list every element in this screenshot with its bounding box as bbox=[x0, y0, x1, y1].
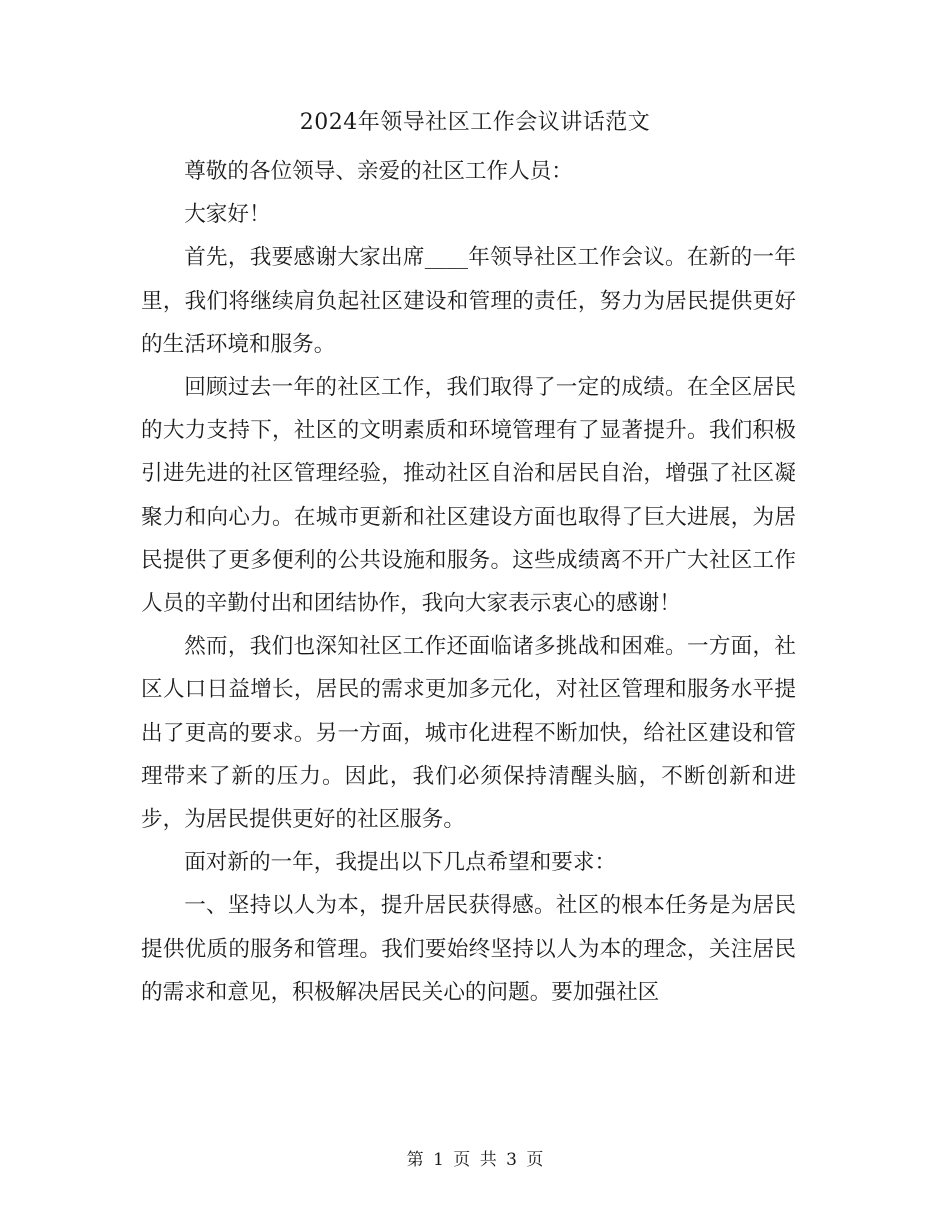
paragraph-requirements-intro: 面对新的一年，我提出以下几点希望和要求： bbox=[184, 850, 617, 876]
greeting: 大家好！ bbox=[184, 202, 271, 228]
document-body bbox=[141, 150, 796, 1014]
paragraph-requirement-one: 一、坚持以人为本，提升居民获得感。社区的根本任务是为居民提供优质的服务和管理。我们要始终坚持以人为本的理念，关注居民的需求和意见，积极解决居民关心的问题。要加强社区 bbox=[141, 893, 796, 1005]
salutation: 尊敬的各位领导、亲爱的社区工作人员： bbox=[184, 159, 573, 184]
page-footer: 第 1 页 共 3 页 bbox=[406, 1150, 544, 1170]
paragraph-review: 回顾过去一年的社区工作，我们取得了一定的成绩。在全区居民的大力支持下，社区的文明素质和环境管理有了显著提升。我们积极引进先进的社区管理经验，推动社区自治和居民自治，增强了社区凝聚力和向心力。在城市更新和社区建设方面也取得了巨大进展，为居民提供了更多便利的公共设施和服务。这些成绩离不开广大社区工作人员的辛勤付出和团结协作，我向大家表示衷心的感谢！ bbox=[141, 375, 796, 617]
paragraph-challenges: 然而，我们也深知社区工作还面临诸多挑战和困难。一方面，社区人口日益增长，居民的需求更加多元化，对社区管理和服务水平提出了更高的要求。另一方面，城市化进程不断加快，给社区建设和管理带来了新的压力。因此，我们必须保持清醒头脑，不断创新和进步，为居民提供更好的社区服务。 bbox=[141, 634, 796, 833]
paragraph-opening: 首先，我要感谢大家出席____年领导社区工作会议。在新的一年里，我们将继续肩负起社区建设和管理的责任，努力为居民提供更好的生活环境和服务。 bbox=[141, 245, 796, 357]
document-title: 2024年领导社区工作会议讲话范文 bbox=[299, 110, 651, 135]
